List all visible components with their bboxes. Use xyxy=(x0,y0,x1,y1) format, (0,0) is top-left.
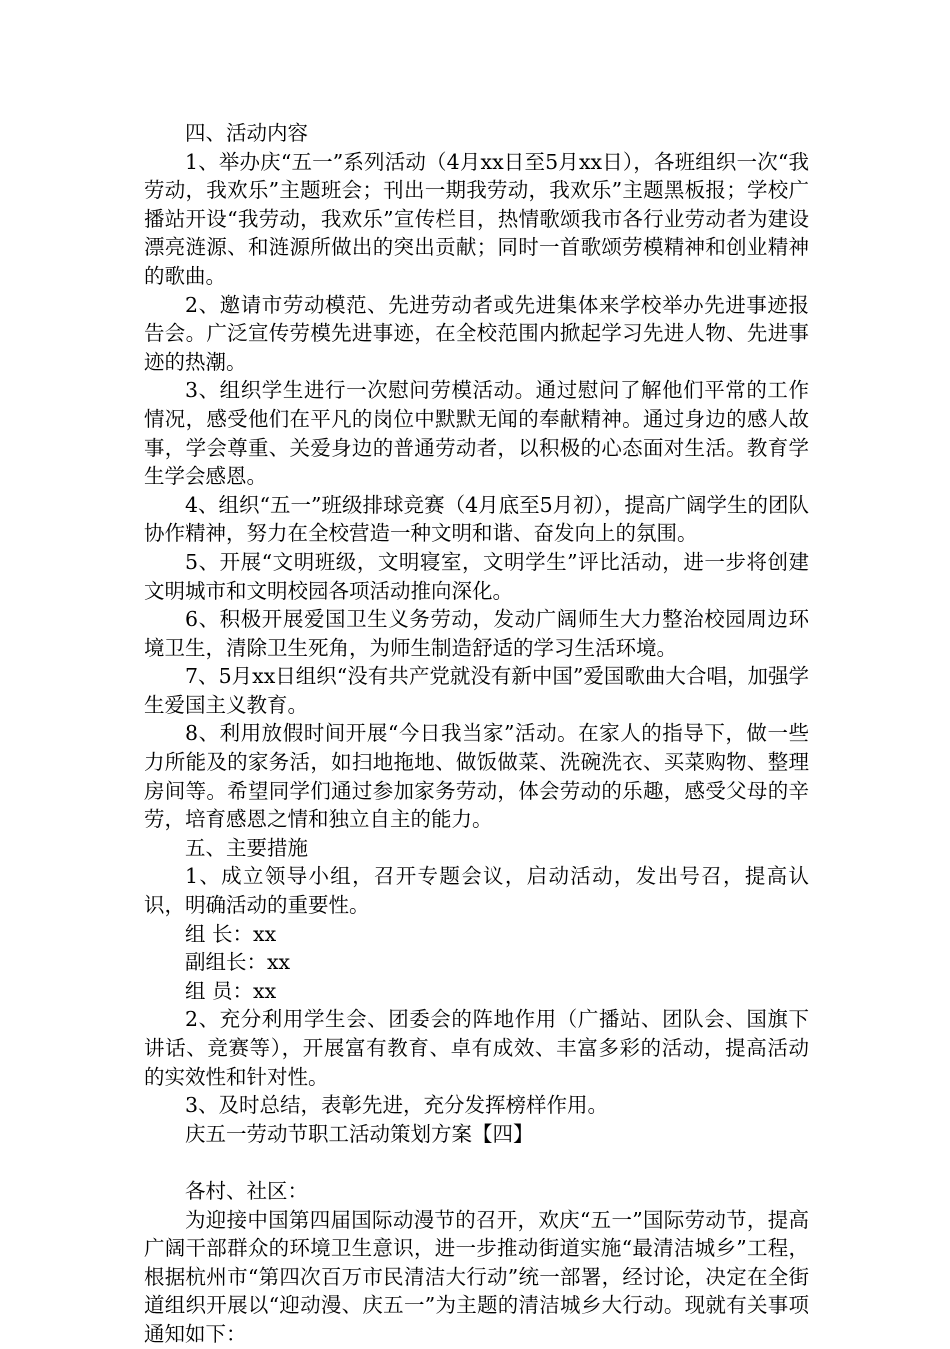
measure-item-2: 2、充分利用学生会、团委会的阵地作用（广播站、团队会、国旗下讲话、竞赛等），开展富有教育、卓有成效、丰富多彩的活动，提高活动的实效性和针对性。 xyxy=(144,1007,809,1089)
measure-item-1: 1、成立领导小组，召开专题会议，启动活动，发出号召，提高认识，明确活动的重要性。 xyxy=(144,864,809,918)
measure-item-3: 3、及时总结，表彰先进，充分发挥榜样作用。 xyxy=(185,1093,609,1118)
activity-item-4: 4、组织“五一”班级排球竞赛（4月底至5月初），提高广阔学生的团队协作精神，努力在全校营造一种文明和谐、奋发向上的氛围。 xyxy=(144,492,809,546)
document-body xyxy=(144,119,809,1349)
salutation: 各村、社区： xyxy=(185,1178,308,1203)
activity-item-1: 1、举办庆“五一”系列活动（4月xx日至5月xx日），各班组织一次“我劳动，我欢乐”主题班会；刊出一期我劳动，我欢乐”主题黑板报；学校广播站开设“我劳动，我欢乐”宣传栏目，热情歌颂我市各行业劳动者为建设漂亮涟源、和涟源所做出的突出贡献；同时一首歌颂劳模精神和创业精神的歌曲。 xyxy=(144,149,809,288)
activity-item-2: 2、邀请市劳动模范、先进劳动者或先进集体来学校举办先进事迹报告会。广泛宣传劳模先进事迹，在全校范围内掀起学习先进人物、先进事迹的热潮。 xyxy=(144,292,809,374)
member-line: 组 员：xx xyxy=(185,978,277,1003)
blank-line xyxy=(144,1148,809,1177)
section-heading-activity-content: 四、活动内容 xyxy=(185,121,308,145)
activity-item-3: 3、组织学生进行一次慰问劳模活动。通过慰问了解他们平常的工作情况，感受他们在平凡的岗位中默默无闻的奉献精神。通过身边的感人故事，学会尊重、关爱身边的普通劳动者，以积极的心态面对生活。教育学生学会感恩。 xyxy=(144,378,809,489)
activity-item-7: 7、5月xx日组织“没有共产党就没有新中国”爱国歌曲大合唱，加强学生爱国主义教育。 xyxy=(144,664,809,717)
intro-paragraph: 为迎接中国第四届国际动漫节的召开，欢庆“五一”国际劳动节，提高广阔干部群众的环境卫生意识，进一步推动街道实施“最清洁城乡”工程，根据杭州市“第四次百万市民清洁大行动”统一部署，经讨论，决定在全街道组织开展以“迎动漫、庆五一”为主题的清洁城乡大行动。现就有关事项通知如下： xyxy=(144,1207,809,1346)
document-title: 庆五一劳动节职工活动策划方案【四】 xyxy=(185,1121,534,1146)
deputy-leader-line: 副组长：xx xyxy=(185,950,291,975)
activity-item-8: 8、利用放假时间开展“今日我当家”活动。在家人的指导下，做一些力所能及的家务活，如扫地拖地、做饭做菜、洗碗洗衣、买菜购物、整理房间等。希望同学们通过参加家务劳动，体会劳动的乐趣，感受父母的辛劳，培育感恩之情和独立自主的能力。 xyxy=(144,721,809,832)
section-heading-main-measures: 五、主要措施 xyxy=(185,835,308,860)
activity-item-6: 6、积极开展爱国卫生义务劳动，发动广阔师生大力整治校园周边环境卫生，清除卫生死角，为师生制造舒适的学习生活环境。 xyxy=(144,607,809,660)
activity-item-5: 5、开展“文明班级，文明寝室，文明学生”评比活动，进一步将创建文明城市和文明校园各项活动推向深化。 xyxy=(144,549,809,603)
leader-line: 组 长：xx xyxy=(185,921,277,946)
